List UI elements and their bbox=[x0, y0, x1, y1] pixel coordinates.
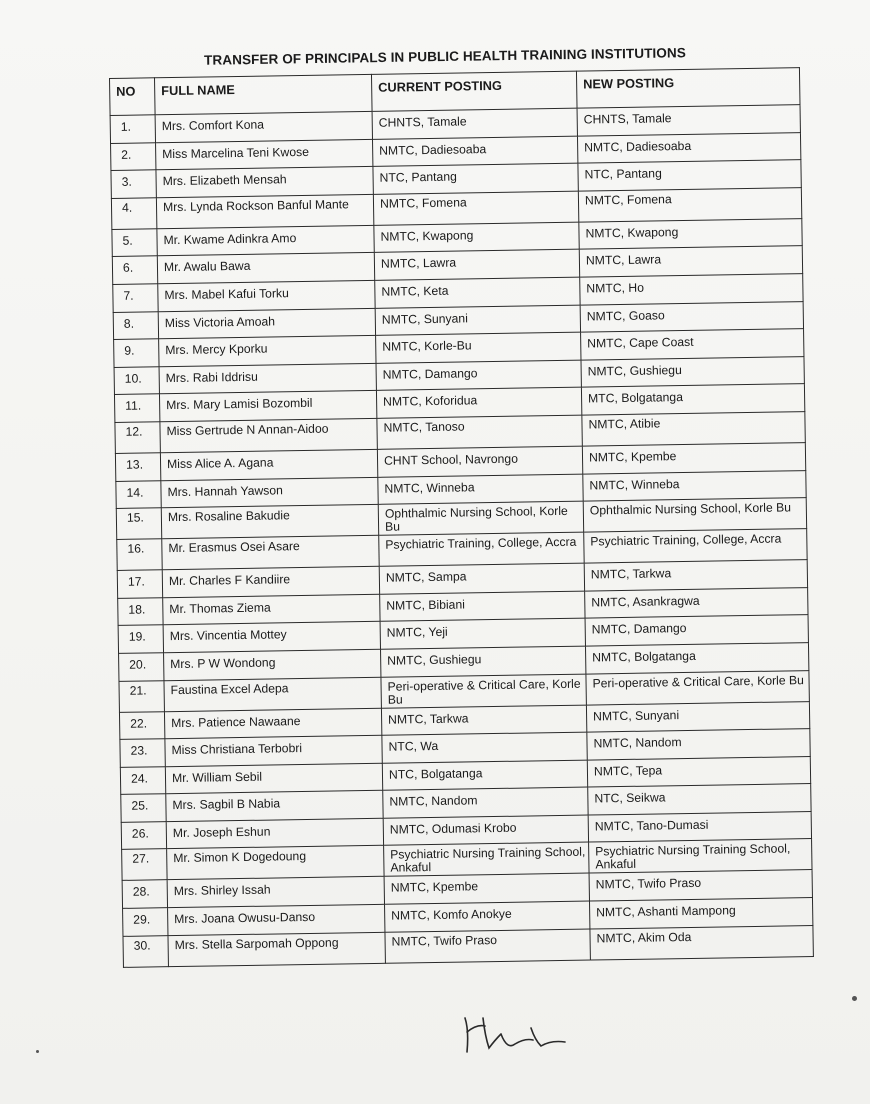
cell-new-posting: NMTC, Kpembe bbox=[582, 443, 805, 474]
cell-full-name: Miss Marcelina Teni Kwose bbox=[156, 139, 373, 170]
cell-current-posting: NMTC, Gushiegu bbox=[381, 646, 586, 677]
cell-current-posting: NMTC, Winneba bbox=[378, 474, 583, 505]
cell-full-name: Mrs. Vincentia Mottey bbox=[163, 622, 380, 653]
cell-current-posting: NMTC, Tarkwa bbox=[381, 705, 586, 736]
cell-row-number: 1. bbox=[110, 115, 155, 143]
cell-row-number: 12. bbox=[115, 422, 160, 454]
cell-full-name: Miss Victoria Amoah bbox=[158, 308, 375, 339]
cell-full-name: Mr. Charles F Kandiire bbox=[162, 566, 379, 597]
signature-mark bbox=[455, 1010, 585, 1060]
cell-new-posting: NMTC, Damango bbox=[585, 615, 808, 646]
cell-new-posting: NMTC, Sunyani bbox=[586, 701, 809, 732]
cell-new-posting: NMTC, Tarkwa bbox=[584, 560, 807, 591]
cell-full-name: Mr. William Sebil bbox=[165, 763, 382, 794]
cell-row-number: 2. bbox=[111, 142, 156, 170]
cell-current-posting: CHNTS, Tamale bbox=[372, 108, 577, 139]
cell-full-name: Mr. Erasmus Osei Asare bbox=[162, 535, 379, 569]
cell-current-posting: CHNT School, Navrongo bbox=[377, 446, 582, 477]
cell-row-number: 13. bbox=[115, 453, 160, 481]
cell-row-number: 14. bbox=[116, 480, 161, 508]
cell-row-number: 6. bbox=[112, 256, 157, 284]
cell-new-posting: CHNTS, Tamale bbox=[577, 105, 800, 136]
cell-row-number: 28. bbox=[122, 880, 167, 908]
cell-current-posting: NMTC, Keta bbox=[375, 277, 580, 308]
cell-full-name: Mr. Simon K Dogedoung bbox=[167, 846, 384, 880]
cell-row-number: 7. bbox=[113, 284, 158, 312]
cell-new-posting: NTC, Seikwa bbox=[588, 784, 811, 815]
cell-new-posting: NMTC, Twifo Praso bbox=[589, 870, 812, 901]
speck-mark bbox=[852, 996, 857, 1001]
cell-current-posting: NMTC, Koforidua bbox=[376, 387, 581, 418]
cell-current-posting: NMTC, Sunyani bbox=[375, 305, 580, 336]
cell-current-posting: NMTC, Fomena bbox=[373, 191, 578, 225]
cell-full-name: Mrs. Hannah Yawson bbox=[161, 477, 378, 508]
cell-row-number: 3. bbox=[111, 170, 156, 198]
cell-new-posting: Ophthalmic Nursing School, Korle Bu bbox=[583, 498, 806, 532]
cell-row-number: 19. bbox=[118, 625, 163, 653]
table-body bbox=[110, 105, 813, 967]
cell-full-name: Mrs. Comfort Kona bbox=[155, 111, 372, 142]
cell-full-name: Mrs. Sagbil B Nabia bbox=[166, 791, 383, 822]
cell-row-number: 8. bbox=[113, 311, 158, 339]
cell-row-number: 24. bbox=[120, 766, 165, 794]
cell-new-posting: NMTC, Ashanti Mampong bbox=[589, 898, 812, 929]
header-new-posting: NEW POSTING bbox=[576, 68, 800, 108]
cell-current-posting: NMTC, Kwapong bbox=[374, 222, 579, 253]
cell-new-posting: NMTC, Tano-Dumasi bbox=[588, 811, 811, 842]
cell-current-posting: NMTC, Kpembe bbox=[384, 874, 589, 905]
cell-row-number: 22. bbox=[119, 711, 164, 739]
cell-current-posting: NMTC, Dadiesoaba bbox=[372, 136, 577, 167]
cell-new-posting: NMTC, Goaso bbox=[580, 301, 803, 332]
document-title: TRANSFER OF PRINCIPALS IN PUBLIC HEALTH TRAINING INSTITUTIONS bbox=[203, 45, 687, 68]
transfer-table bbox=[109, 67, 814, 967]
cell-new-posting: NMTC, Nandom bbox=[587, 729, 810, 760]
cell-full-name: Mrs. Mabel Kafui Torku bbox=[158, 280, 375, 311]
cell-current-posting: NMTC, Yeji bbox=[380, 618, 585, 649]
cell-current-posting: NMTC, Tanoso bbox=[377, 415, 582, 449]
cell-full-name: Miss Christiana Terbobri bbox=[165, 735, 382, 766]
cell-full-name: Mrs. Lynda Rockson Banful Mante bbox=[156, 194, 373, 228]
transfer-table-container bbox=[109, 67, 813, 967]
cell-row-number: 26. bbox=[121, 822, 166, 850]
cell-current-posting: NMTC, Damango bbox=[376, 360, 581, 391]
cell-new-posting: NMTC, Lawra bbox=[579, 246, 802, 277]
cell-row-number: 30. bbox=[123, 935, 168, 967]
cell-current-posting: NMTC, Lawra bbox=[374, 250, 579, 281]
cell-full-name: Mrs. P W Wondong bbox=[164, 649, 381, 680]
cell-new-posting: NMTC, Kwapong bbox=[579, 218, 802, 249]
cell-row-number: 15. bbox=[116, 508, 161, 540]
cell-row-number: 27. bbox=[122, 849, 167, 881]
cell-current-posting: Peri-operative & Critical Care, Korle Bu bbox=[381, 674, 586, 708]
cell-row-number: 23. bbox=[120, 739, 165, 767]
speck-mark bbox=[36, 1050, 39, 1053]
cell-current-posting: NMTC, Bibiani bbox=[380, 591, 585, 622]
cell-row-number: 17. bbox=[117, 570, 162, 598]
cell-full-name: Mrs. Patience Nawaane bbox=[164, 708, 381, 739]
cell-full-name: Mr. Kwame Adinkra Amo bbox=[157, 225, 374, 256]
header-no: NO bbox=[110, 78, 156, 116]
cell-full-name: Miss Alice A. Agana bbox=[160, 449, 377, 480]
header-full-name: FULL NAME bbox=[155, 74, 373, 114]
cell-full-name: Mr. Awalu Bawa bbox=[157, 253, 374, 284]
cell-current-posting: NMTC, Nandom bbox=[383, 787, 588, 818]
cell-new-posting: NTC, Pantang bbox=[578, 160, 801, 191]
cell-row-number: 21. bbox=[119, 680, 164, 712]
cell-row-number: 25. bbox=[121, 794, 166, 822]
cell-new-posting: NMTC, Bolgatanga bbox=[585, 642, 808, 673]
cell-row-number: 29. bbox=[123, 908, 168, 936]
cell-full-name: Mrs. Stella Sarpomah Oppong bbox=[168, 932, 385, 966]
cell-new-posting: NMTC, Akim Oda bbox=[590, 925, 813, 959]
cell-current-posting: NMTC, Korle-Bu bbox=[376, 332, 581, 363]
cell-new-posting: Psychiatric Training, College, Accra bbox=[584, 529, 807, 563]
cell-current-posting: Ophthalmic Nursing School, Korle Bu bbox=[378, 501, 583, 535]
cell-current-posting: NMTC, Sampa bbox=[379, 563, 584, 594]
cell-current-posting: Psychiatric Nursing Training School, Ankaful bbox=[384, 843, 589, 877]
cell-new-posting: NMTC, Winneba bbox=[583, 470, 806, 501]
cell-current-posting: NTC, Wa bbox=[382, 732, 587, 763]
cell-full-name: Faustina Excel Adepa bbox=[164, 677, 381, 711]
cell-full-name: Miss Gertrude N Annan-Aidoo bbox=[160, 418, 377, 452]
cell-full-name: Mrs. Rosaline Bakudie bbox=[161, 504, 378, 538]
cell-row-number: 16. bbox=[117, 539, 162, 571]
cell-new-posting: NMTC, Tepa bbox=[587, 756, 810, 787]
cell-full-name: Mr. Joseph Eshun bbox=[166, 818, 383, 849]
cell-current-posting: NTC, Pantang bbox=[373, 163, 578, 194]
cell-row-number: 18. bbox=[118, 597, 163, 625]
cell-current-posting: NMTC, Odumasi Krobo bbox=[383, 815, 588, 846]
cell-new-posting: NMTC, Cape Coast bbox=[581, 329, 804, 360]
cell-row-number: 9. bbox=[114, 339, 159, 367]
cell-full-name: Mrs. Joana Owusu-Danso bbox=[168, 904, 385, 935]
cell-row-number: 5. bbox=[112, 229, 157, 257]
cell-full-name: Mrs. Elizabeth Mensah bbox=[156, 167, 373, 198]
cell-new-posting: NMTC, Ho bbox=[580, 274, 803, 305]
cell-row-number: 11. bbox=[114, 394, 159, 422]
cell-row-number: 20. bbox=[119, 653, 164, 681]
cell-full-name: Mrs. Shirley Issah bbox=[167, 877, 384, 908]
cell-full-name: Mr. Thomas Ziema bbox=[163, 594, 380, 625]
cell-current-posting: NMTC, Komfo Anokye bbox=[385, 901, 590, 932]
cell-row-number: 4. bbox=[111, 198, 156, 230]
cell-current-posting: NMTC, Twifo Praso bbox=[385, 929, 590, 963]
cell-new-posting: MTC, Bolgatanga bbox=[581, 384, 804, 415]
cell-new-posting: NMTC, Asankragwa bbox=[585, 587, 808, 618]
cell-new-posting: Psychiatric Nursing Training School, Ankaful bbox=[589, 839, 812, 873]
header-current-posting: CURRENT POSTING bbox=[371, 71, 577, 111]
cell-full-name: Mrs. Mary Lamisi Bozombil bbox=[159, 391, 376, 422]
cell-new-posting: NMTC, Fomena bbox=[578, 187, 801, 221]
cell-current-posting: Psychiatric Training, College, Accra bbox=[379, 532, 584, 566]
cell-new-posting: NMTC, Atibie bbox=[582, 412, 805, 446]
cell-full-name: Mrs. Rabi Iddrisu bbox=[159, 363, 376, 394]
cell-full-name: Mrs. Mercy Kporku bbox=[159, 336, 376, 367]
cell-current-posting: NTC, Bolgatanga bbox=[382, 760, 587, 791]
cell-new-posting: NMTC, Dadiesoaba bbox=[577, 132, 800, 163]
cell-new-posting: Peri-operative & Critical Care, Korle Bu bbox=[586, 670, 809, 704]
cell-row-number: 10. bbox=[114, 366, 159, 394]
cell-new-posting: NMTC, Gushiegu bbox=[581, 356, 804, 387]
